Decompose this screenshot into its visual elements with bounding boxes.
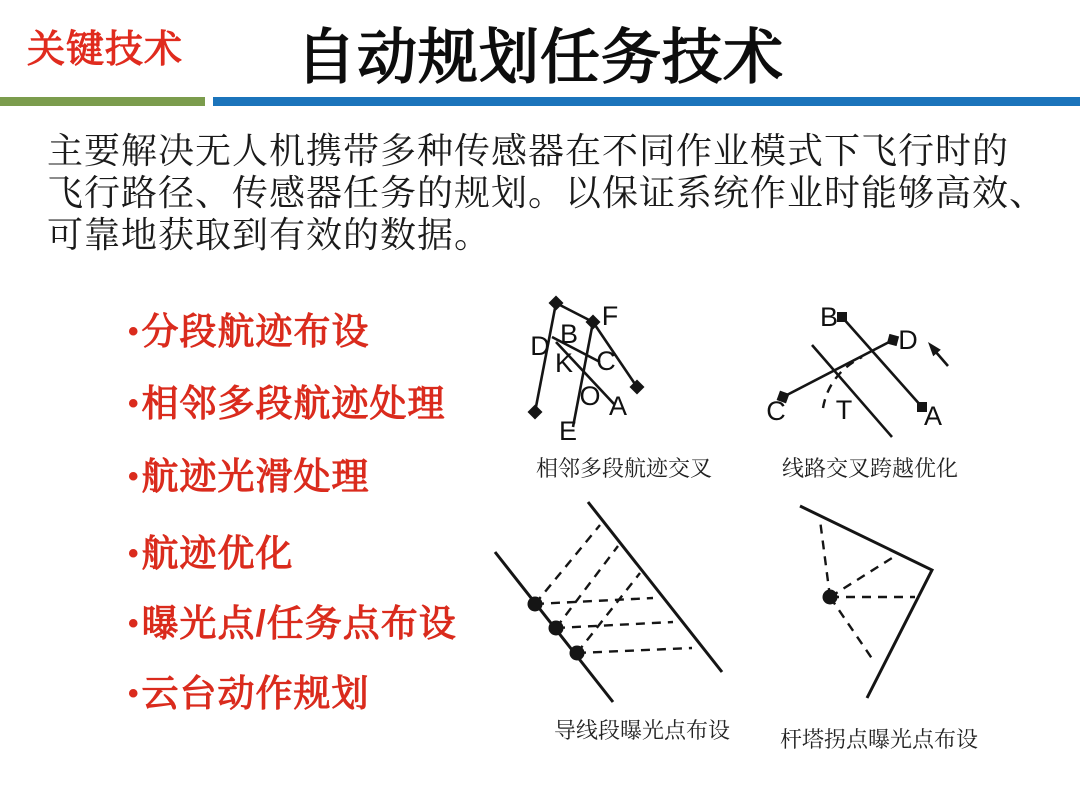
bullet-label: 云台动作规划 bbox=[141, 673, 370, 714]
waypoint-diamond-marker bbox=[549, 296, 564, 311]
point-label-c: C bbox=[596, 346, 616, 377]
figure-caption-crossing: 线路交叉跨越优化 bbox=[782, 456, 959, 481]
point-label-k: K bbox=[554, 348, 574, 379]
point-label-t: T bbox=[835, 395, 853, 426]
intro-line-3: 可靠地获取到有效的数据。 bbox=[47, 214, 492, 255]
point-label-d: D bbox=[898, 325, 918, 356]
point-label-b: B bbox=[819, 302, 839, 333]
bullet-label: 分段航迹布设 bbox=[141, 311, 370, 352]
bullet-label: 曝光点/任务点布设 bbox=[141, 603, 457, 644]
waypoint-diamond-marker bbox=[630, 380, 645, 395]
bullet-icon: • bbox=[128, 460, 140, 493]
direction-arrow-icon bbox=[935, 351, 948, 366]
intro-line-1: 主要解决无人机携带多种传感器在不同作业模式下飞行时的 bbox=[47, 130, 1010, 171]
bullet-item-1 bbox=[128, 301, 370, 355]
point-label-c: C bbox=[766, 396, 786, 427]
point-label-e: E bbox=[558, 416, 578, 447]
bullet-item-6 bbox=[128, 663, 370, 717]
header-rule-green bbox=[0, 97, 205, 106]
figure-line-crossing-optimization bbox=[765, 300, 970, 450]
bullet-label: 航迹光滑处理 bbox=[141, 456, 370, 497]
bullet-item-3 bbox=[128, 446, 370, 500]
header-rule-blue bbox=[213, 97, 1080, 106]
point-label-f: F bbox=[601, 301, 619, 332]
figure-caption-adjacent: 相邻多段航迹交叉 bbox=[536, 456, 713, 481]
point-label-b: B bbox=[559, 319, 579, 350]
bullet-icon: • bbox=[128, 677, 140, 710]
exposure-point-marker bbox=[570, 646, 585, 661]
bullet-label: 航迹优化 bbox=[141, 533, 294, 574]
intro-line-2: 飞行路径、传感器任务的规划。以保证系统作业时能够高效、 bbox=[47, 172, 1047, 213]
page-title: 自动规划任务技术 bbox=[296, 24, 784, 91]
figure-caption-wire: 导线段曝光点布设 bbox=[554, 718, 731, 743]
figure-caption-tower: 杆塔拐点曝光点布设 bbox=[780, 727, 979, 752]
waypoint-diamond-marker bbox=[586, 315, 601, 330]
point-label-d: D bbox=[530, 331, 550, 362]
point-label-o: O bbox=[579, 381, 601, 412]
bullet-icon: • bbox=[128, 537, 140, 570]
waypoint-diamond-marker bbox=[528, 405, 543, 420]
figure-wire-exposure-points bbox=[485, 495, 735, 710]
bullet-item-4 bbox=[128, 523, 294, 577]
bullet-label: 相邻多段航迹处理 bbox=[141, 383, 446, 424]
bullet-icon: • bbox=[128, 607, 140, 640]
point-label-a: A bbox=[608, 391, 628, 422]
tower-square-marker bbox=[837, 312, 847, 322]
point-label-a: A bbox=[923, 401, 943, 432]
slide-tag: 关键技术 bbox=[27, 29, 184, 71]
bullet-icon: • bbox=[128, 387, 140, 420]
bullet-item-5 bbox=[128, 593, 457, 647]
bullet-icon: • bbox=[128, 315, 140, 348]
exposure-point-marker bbox=[528, 597, 543, 612]
figure-tower-bend-exposure bbox=[790, 500, 950, 710]
intro-paragraph bbox=[47, 130, 1046, 256]
exposure-point-marker bbox=[823, 590, 838, 605]
figure-adjacent-track-crossing bbox=[500, 285, 675, 450]
bullet-item-2 bbox=[128, 373, 446, 427]
exposure-point-marker bbox=[549, 621, 564, 636]
